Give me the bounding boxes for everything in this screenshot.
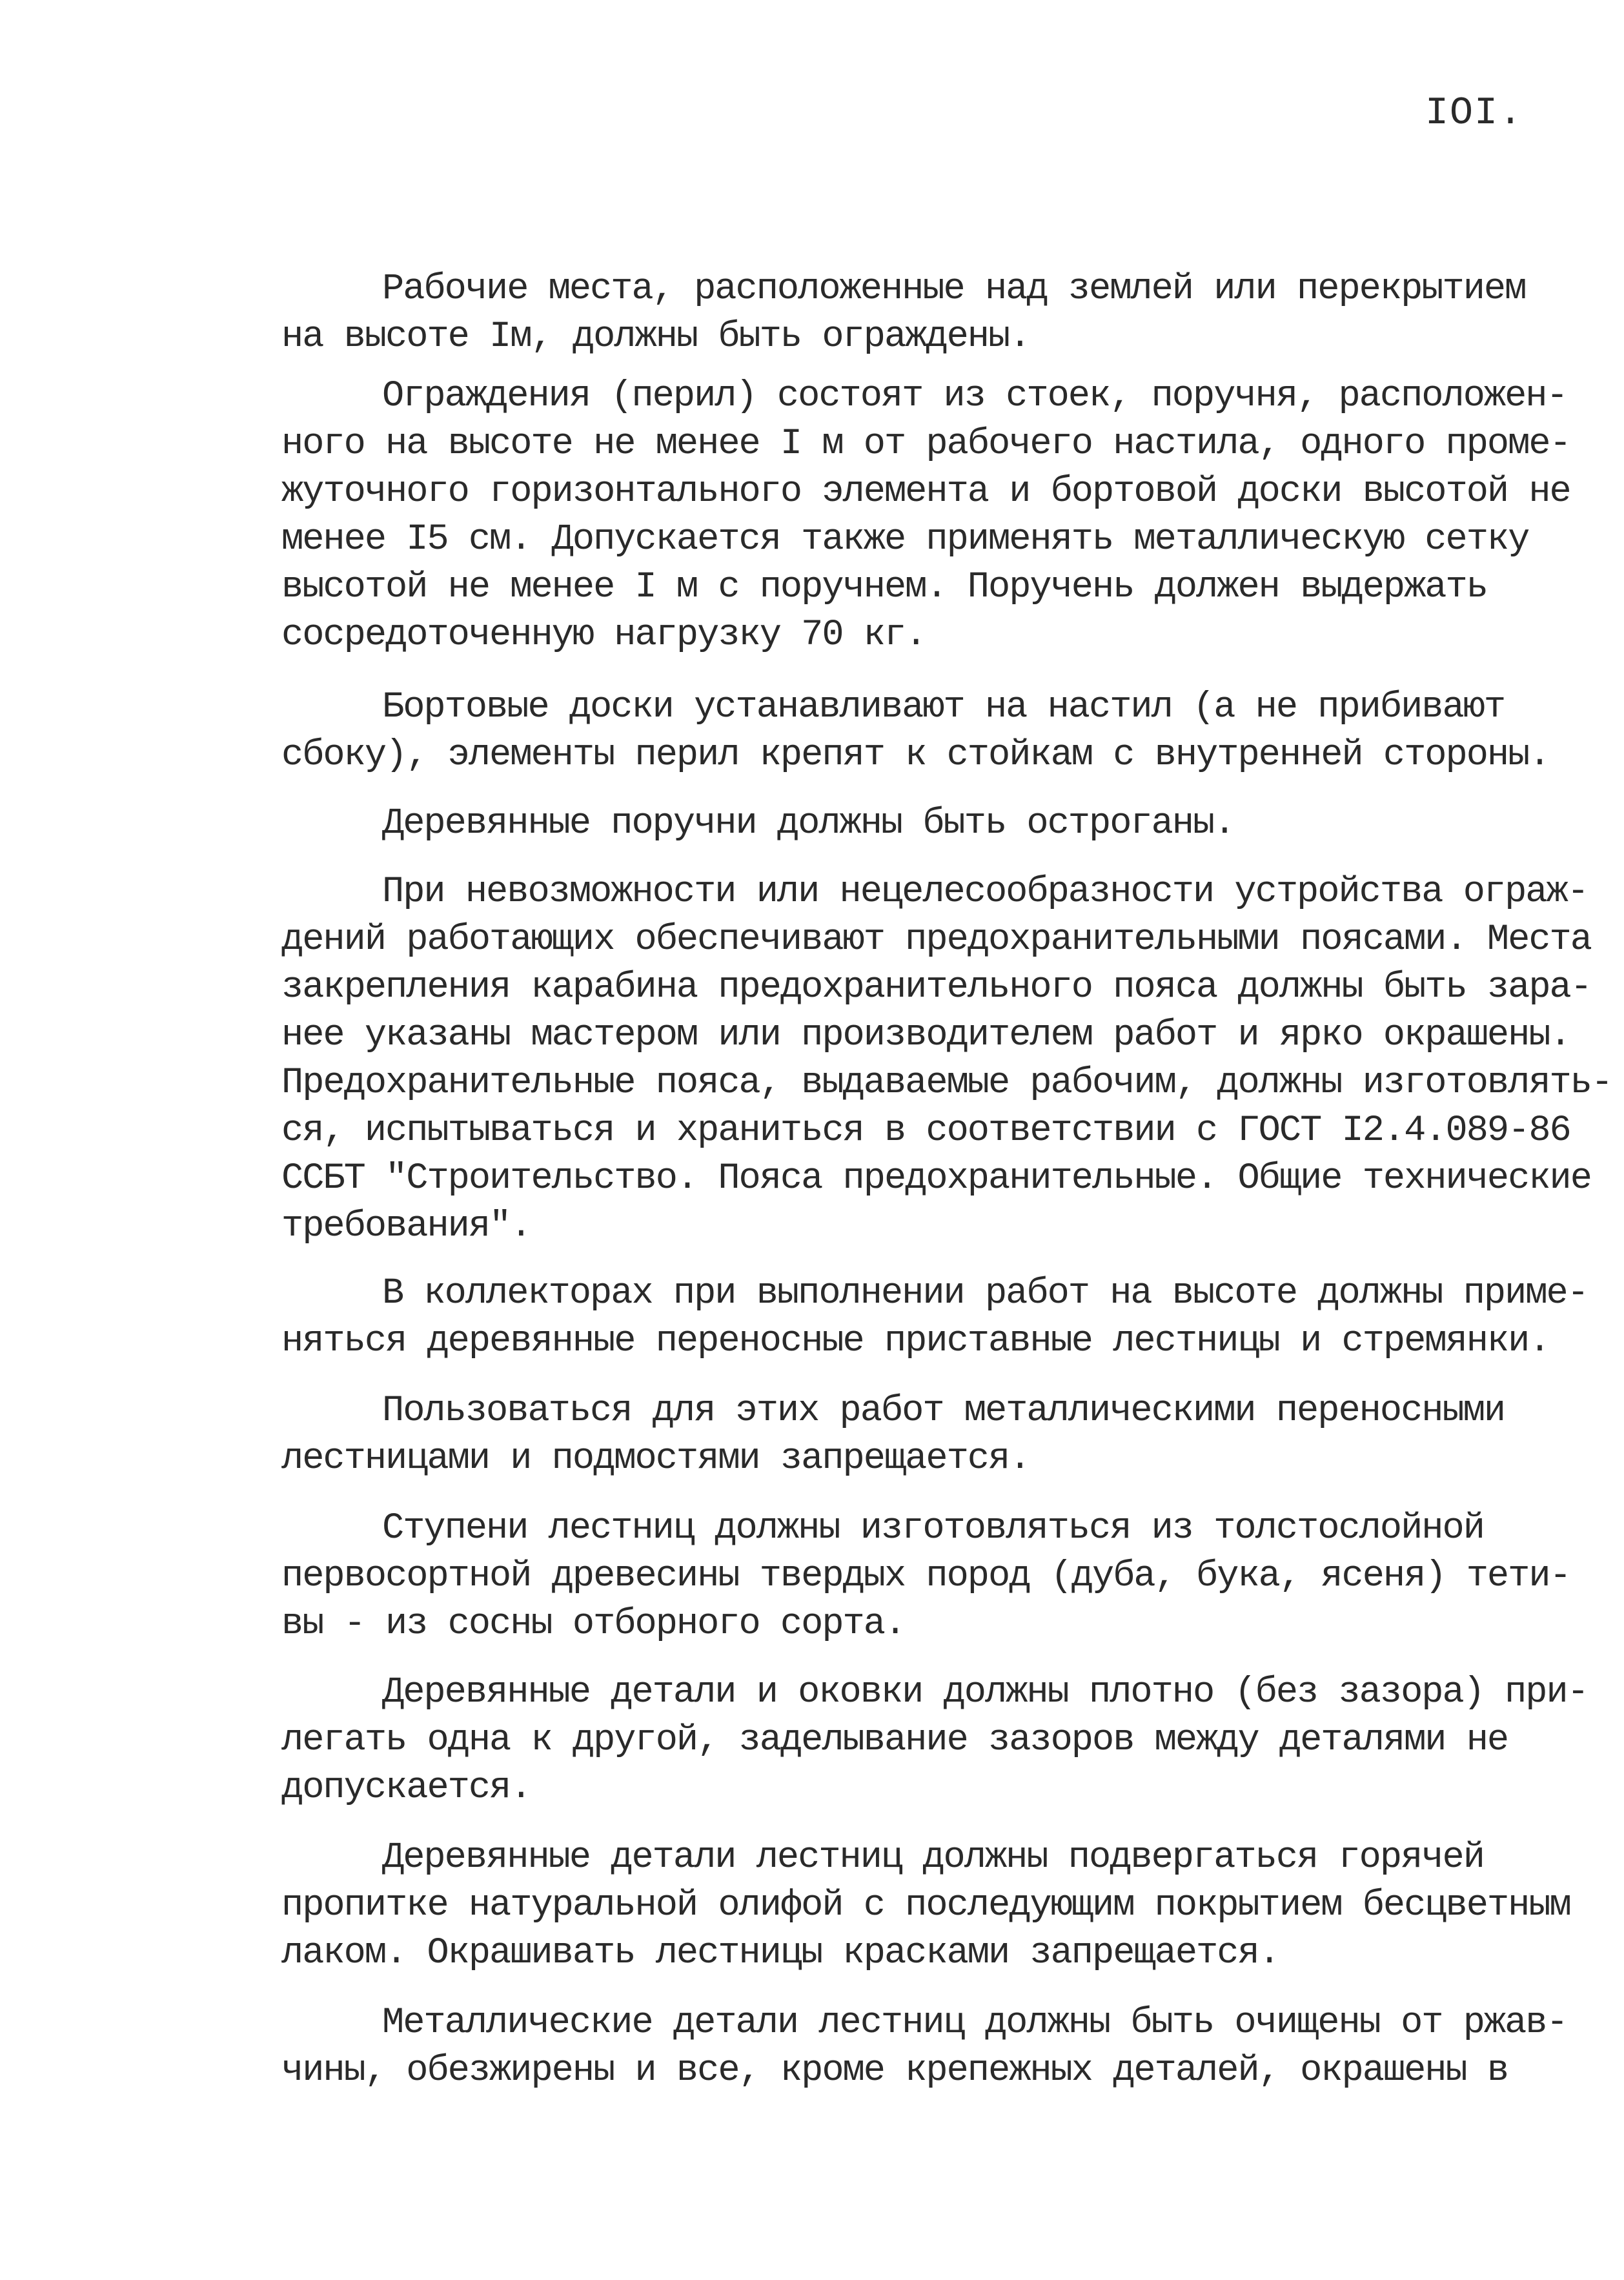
text-line: высотой не менее I м с поручнем. Поручень должен выдержать — [281, 567, 1487, 608]
text-line: сосредоточенную нагрузку 70 кг. — [281, 615, 926, 656]
text-line: ся, испытываться и храниться в соответствии с ГОСТ I2.4.089-86 — [281, 1110, 1570, 1152]
text-line: Деревянные детали лестниц должны подвергаться горячей — [382, 1837, 1484, 1878]
text-line: закрепления карабина предохранительного пояса должны быть зара- — [281, 967, 1591, 1008]
text-line: В коллекторах при выполнении работ на высоте должны приме- — [382, 1273, 1588, 1314]
text-line: требования". — [281, 1206, 531, 1247]
text-line: пропитке натуральной олифой с последующим покрытием бесцветным — [281, 1885, 1570, 1926]
text-line: Ступени лестниц должны изготовляться из толстослойной — [382, 1508, 1484, 1549]
text-line: чины, обезжирены и все, кроме крепежных деталей, окрашены в — [281, 2050, 1508, 2092]
text-line: на высоте Iм, должны быть ограждены. — [281, 316, 1030, 358]
text-line: Деревянные поручни должны быть остроганы. — [382, 803, 1235, 844]
text-line: Металлические детали лестниц должны быть очищены от ржав- — [382, 2002, 1567, 2044]
text-line: няться деревянные переносные приставные лестницы и стремянки. — [281, 1321, 1550, 1362]
text-line: легать одна к другой, заделывание зазоров между деталями не — [281, 1720, 1508, 1761]
text-line: Пользоваться для этих работ металлическими переносными — [382, 1390, 1505, 1432]
text-line: лаком. Окрашивать лестницы красками запрещается. — [281, 1933, 1279, 1974]
text-line: Бортовые доски устанавливают на настил (а не прибивают — [382, 687, 1505, 728]
text-line: При невозможности или нецелесообразности устройства ограж- — [382, 871, 1588, 913]
text-line: ного на высоте не менее I м от рабочего настила, одного проме- — [281, 423, 1570, 465]
text-line: Ограждения (перил) состоят из стоек, поручня, расположен- — [382, 376, 1567, 417]
text-line: дений работающих обеспечивают предохранительными поясами. Места — [281, 919, 1591, 961]
text-line: Рабочие места, расположенные над землей или перекрытием — [382, 269, 1526, 310]
text-line: менее I5 см. Допускается также применять металлическую сетку — [281, 519, 1529, 560]
text-line: Предохранительные пояса, выдаваемые рабочим, должны изготовлять- — [281, 1063, 1612, 1104]
text-line: лестницами и подмостями запрещается. — [281, 1438, 1030, 1480]
text-line: первосортной древесины твердых пород (дуба, бука, ясеня) тети- — [281, 1556, 1570, 1597]
text-line: ССБТ "Строительство. Пояса предохранительные. Общие технические — [281, 1158, 1591, 1199]
text-line: вы - из сосны отборного сорта. — [281, 1603, 906, 1645]
text-line: Деревянные детали и оковки должны плотно (без зазора) при- — [382, 1672, 1588, 1713]
text-line: нее указаны мастером или производителем работ и ярко окрашены. — [281, 1015, 1570, 1056]
page-number: IOI. — [1425, 92, 1524, 136]
text-line: сбоку), элементы перил крепят к стойкам с внутренней стороны. — [281, 735, 1550, 776]
text-line: жуточного горизонтального элемента и бортовой доски высотой не — [281, 471, 1570, 513]
text-line: допускается. — [281, 1767, 531, 1809]
